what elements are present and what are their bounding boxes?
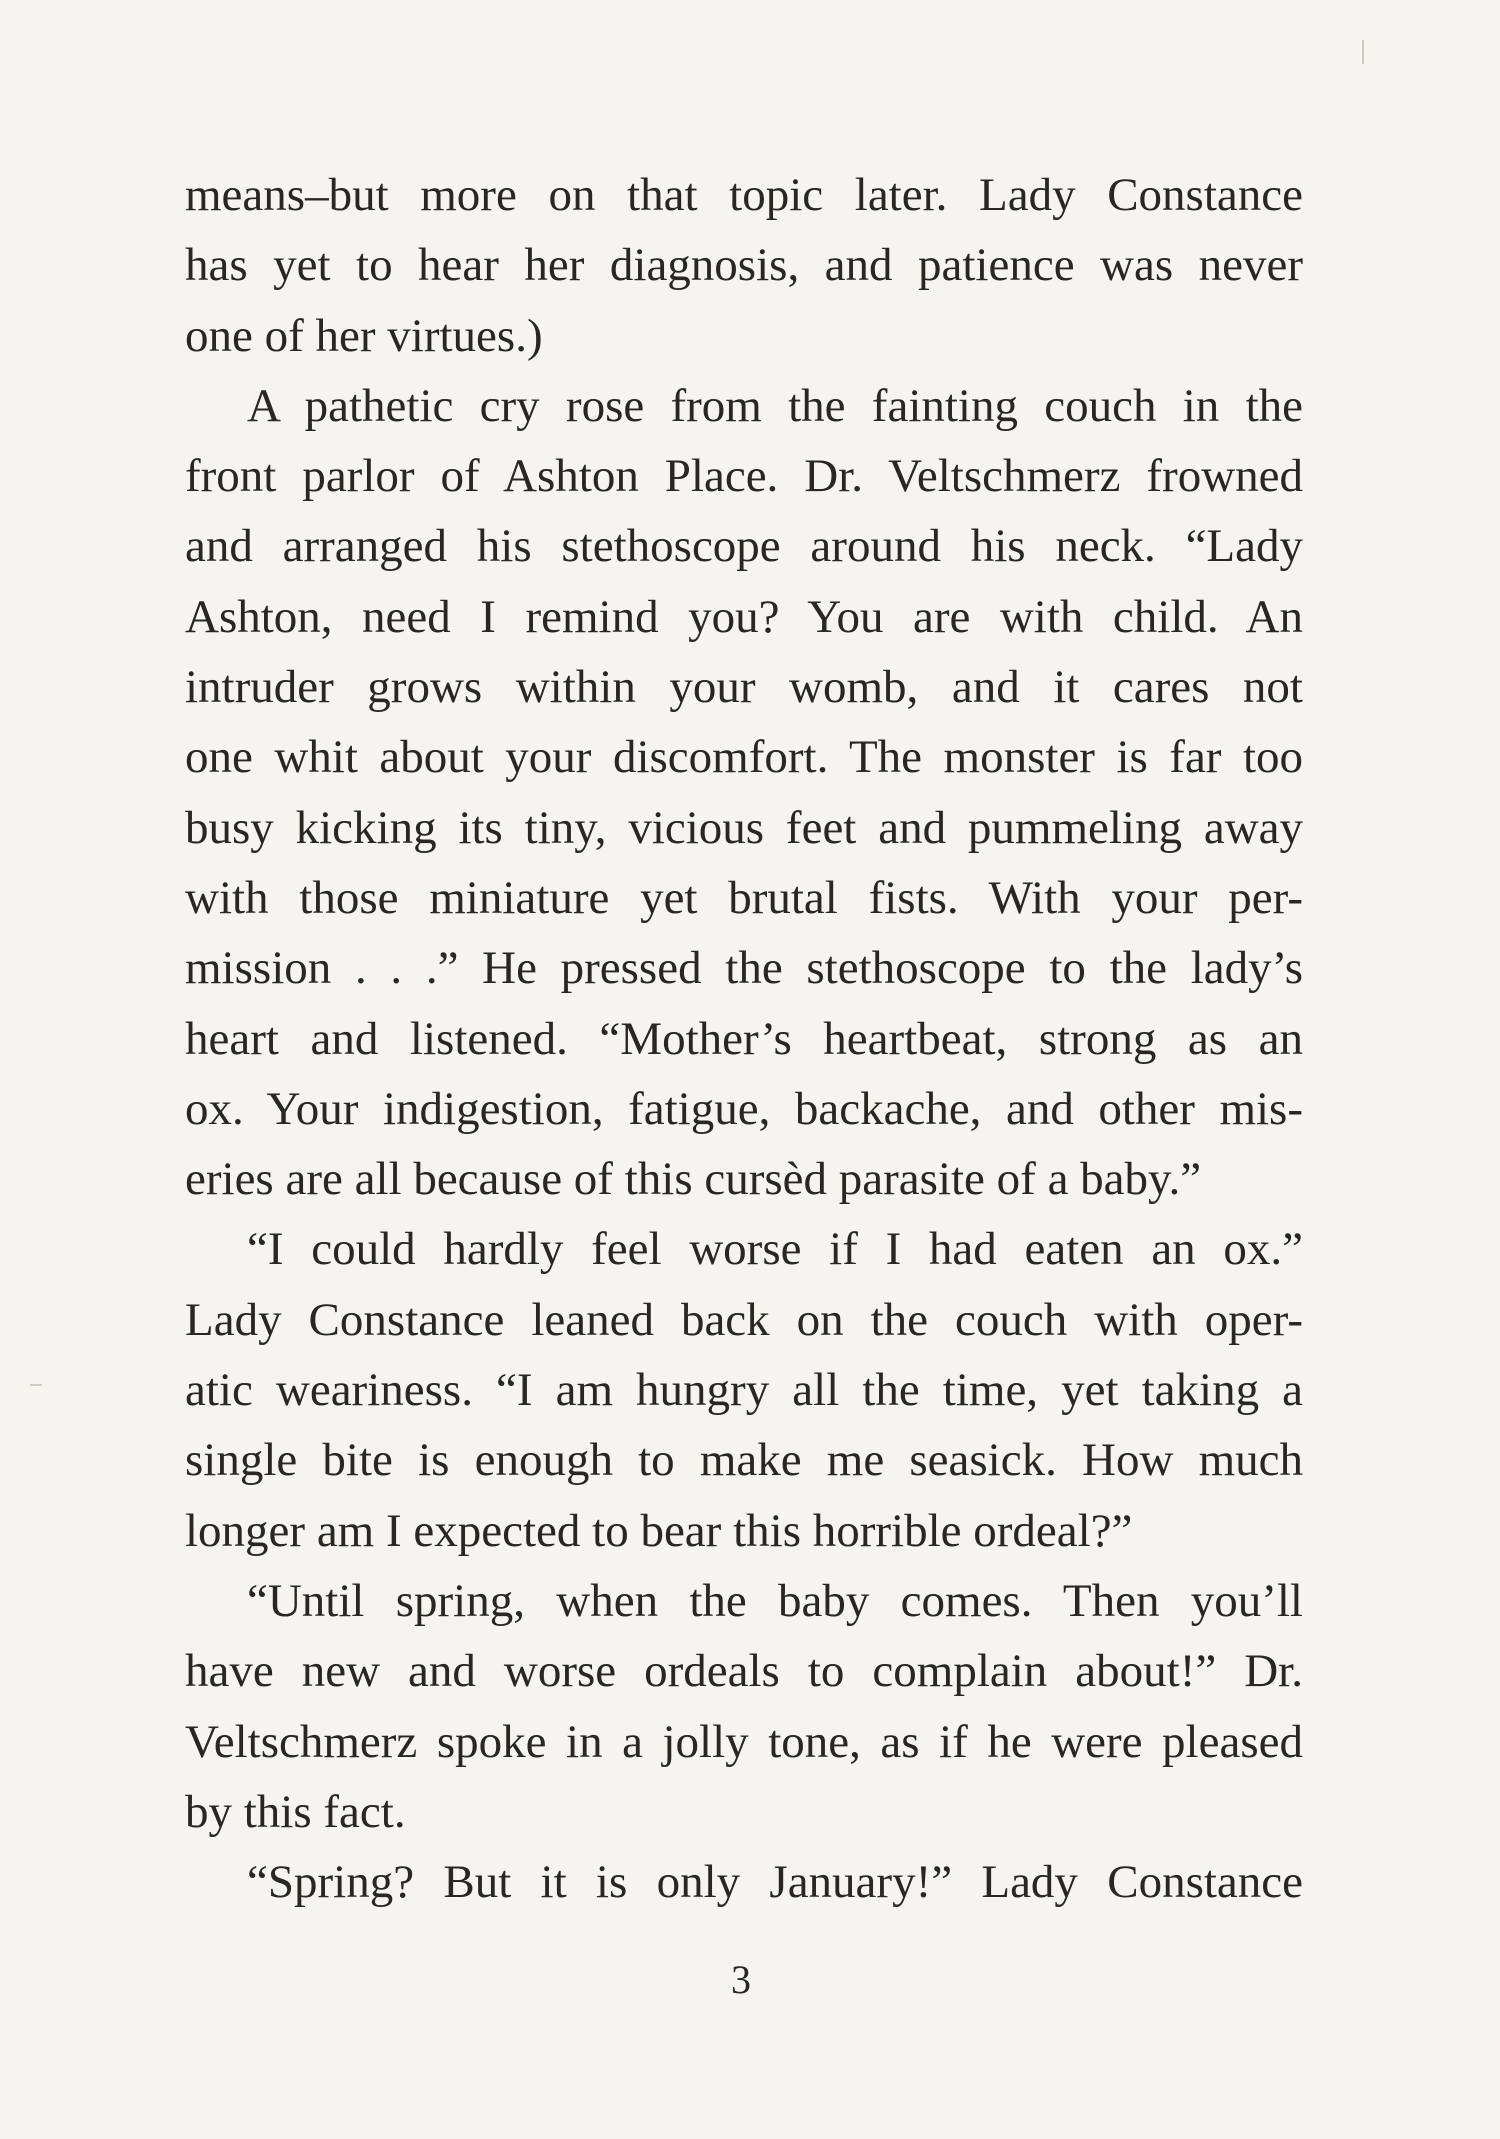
text-line-3: one of her virtues.)	[185, 309, 543, 362]
text-line-9: one whit about your discomfort. The monster is far too	[185, 731, 1303, 784]
text-line-22: have new and worse ordeals to complain about!” Dr.	[185, 1645, 1303, 1698]
text-line-8: intruder grows within your womb, and it cares not	[185, 661, 1303, 714]
text-line-11: with those miniature yet brutal fists. With your per-	[185, 871, 1303, 924]
text-line-16: “I could hardly feel worse if I had eaten an ox.”	[247, 1223, 1303, 1276]
text-line-19: single bite is enough to make me seasick. How much	[185, 1434, 1303, 1487]
text-line-4: A pathetic cry rose from the fainting couch in the	[247, 379, 1303, 432]
scan-mark-top	[1362, 40, 1364, 64]
text-line-13: heart and listened. “Mother’s heartbeat, strong as an	[185, 1012, 1303, 1065]
text-line-6: and arranged his stethoscope around his neck. “Lady	[185, 520, 1303, 573]
text-line-17: Lady Constance leaned back on the couch with oper-	[185, 1293, 1303, 1346]
text-line-25: “Spring? But it is only January!” Lady Constance	[247, 1856, 1303, 1909]
text-line-21: “Until spring, when the baby comes. Then you’ll	[247, 1574, 1303, 1627]
text-line-24: by this fact.	[185, 1785, 406, 1838]
text-line-2: has yet to hear her diagnosis, and patience was never	[185, 239, 1303, 292]
text-line-10: busy kicking its tiny, vicious feet and pummeling away	[185, 801, 1303, 854]
text-line-1: means–but more on that topic later. Lady Constance	[185, 169, 1303, 221]
text-line-14: ox. Your indigestion, fatigue, backache, and other mis-	[185, 1082, 1303, 1135]
body-text	[185, 160, 1303, 1917]
text-line-18: atic weariness. “I am hungry all the time, yet taking a	[185, 1364, 1303, 1417]
page-number: 3	[731, 1957, 751, 2002]
text-line-5: front parlor of Ashton Place. Dr. Veltschmerz frowned	[185, 450, 1303, 503]
text-line-23: Veltschmerz spoke in a jolly tone, as if he were pleased	[185, 1715, 1303, 1768]
scan-mark-left	[30, 1384, 42, 1386]
text-line-20: longer am I expected to bear this horrible ordeal?”	[185, 1504, 1133, 1557]
text-line-15: eries are all because of this cursèd parasite of a baby.”	[185, 1153, 1202, 1206]
text-line-12: mission . . .” He pressed the stethoscope to the lady’s	[185, 942, 1303, 995]
text-line-7: Ashton, need I remind you? You are with child. An	[185, 590, 1303, 643]
